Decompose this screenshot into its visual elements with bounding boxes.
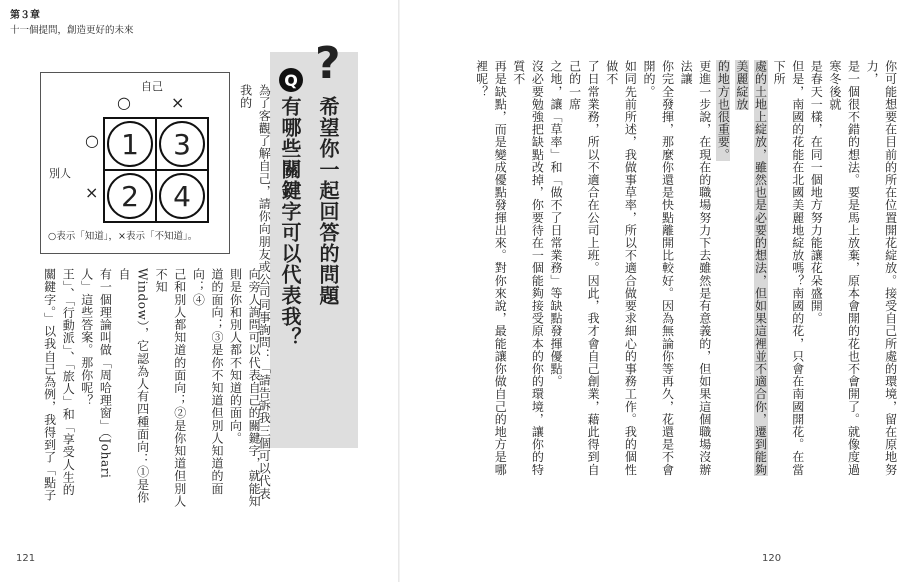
body-line: 則是你和別人都不知道的面向。 <box>228 268 243 445</box>
body-line: 關鍵字。」以我自己為例，我得到了「點子 <box>42 268 57 502</box>
body-line: 再是缺點，而是變成優點發揮出來。對你來說，最能讓你做自己的地方是哪裡呢？ <box>474 60 508 476</box>
figure-legend: ○表示「知道」，×表示「不知道」。 <box>48 231 198 242</box>
grid-line <box>103 117 105 223</box>
body-line: 之地，讓「草率」和「做不了日常業務」等缺點發揮優點。 <box>548 60 563 388</box>
figure-label-others: 別人 <box>49 167 71 180</box>
chapter-subtitle: 十一個提問，創造更好的未來 <box>10 25 134 36</box>
quadrant-3: 3 <box>159 121 205 167</box>
body-line: 你可能想要在目前的所在位置開花綻放。接受自己所處的環境，留在原地努力， <box>865 60 898 476</box>
body-line: 是一個很不錯的想法。要是馬上放棄，原本會開的花也不會開了。就像度過寒冬後就 <box>827 60 861 476</box>
cross-mark-icon: × <box>85 183 99 202</box>
quadrant-4: 4 <box>159 173 205 219</box>
body-line: 如同先前所述，我做事草率，所以不適合做要求細心的事務工作。我的個性做不 <box>604 60 638 476</box>
question-mark-icon: ? <box>315 38 341 89</box>
body-line: 王」、「行動派」、「旅人」和「享受人生的 <box>61 268 76 496</box>
grid-line <box>155 117 157 223</box>
body-line: 是春天一樣，在同一個地方努力能讓花朵盛開。 <box>809 60 824 325</box>
body-line: Window），它認為人有四種面向：①是你自 <box>116 268 150 504</box>
body-line: 但是，南國的花能在北國美麗地綻放嗎？南國的花，只會在南國開花。在當下所 <box>772 60 805 476</box>
body-line: 了日常業務，所以不適合在公司上班。因此，我才會自己創業，藉此得到自己的一席 <box>567 60 601 476</box>
left-body-lower <box>40 268 263 508</box>
body-line: 處的土地上綻放，雖然也是必要的想法，但如果這裡並不適合你，遷到能夠美麗綻放 <box>734 60 768 476</box>
right-body-text <box>472 60 900 480</box>
page-number-left: 121 <box>16 553 36 564</box>
page-gutter <box>398 0 400 582</box>
question-heading: 希望你一起回答的問題 <box>316 96 340 306</box>
body-line: 你完全發揮，那麼你還是快點離開比較好。因為無論你等再久，花還是不會開的。 <box>641 60 675 476</box>
body-line: 的地方也很重要。 <box>716 60 731 161</box>
body-line: 為了客觀了解自己，請你向朋友或公司同事詢問：「請告訴我三個可以代表我的 <box>238 84 272 500</box>
cross-mark-icon: × <box>171 93 185 112</box>
body-line: 更進一步說，在現在的職場努力下去雖然是有意義的，但如果這個職場沒辦法讓 <box>679 60 712 476</box>
body-line: 向旁人詢問可以代表自己的關鍵字，就能知 <box>247 268 262 508</box>
circle-mark-icon: ○ <box>85 131 99 150</box>
q-badge-icon: Q <box>279 68 303 92</box>
body-line: 人」這些答案。那你呢？ <box>79 268 94 407</box>
quadrant-1: 1 <box>107 121 153 167</box>
quadrant-2: 2 <box>107 173 153 219</box>
figure-label-self: 自己 <box>141 80 163 93</box>
left-body-first <box>236 84 273 504</box>
chapter-label: 第３章 <box>10 10 40 21</box>
grid-line <box>207 117 209 223</box>
body-line: 沒必要勉強把缺點改掉，你要待在一個能夠接受原本的你的環境，讓你的特質不 <box>511 60 545 476</box>
page-number-right: 120 <box>762 553 782 564</box>
body-line: 有一個理論叫做「周哈理窗」（Johari <box>98 268 113 479</box>
question-title: 有哪些關鍵字可以代表我？ <box>278 96 302 348</box>
body-line: 道的面向；③是你不知道但別人知道的面向；④ <box>191 268 224 495</box>
circle-mark-icon: ○ <box>117 93 131 112</box>
body-line: 己和別人都知道的面向；②是你知道但別人不知 <box>154 268 187 508</box>
johari-window-figure <box>40 72 230 254</box>
